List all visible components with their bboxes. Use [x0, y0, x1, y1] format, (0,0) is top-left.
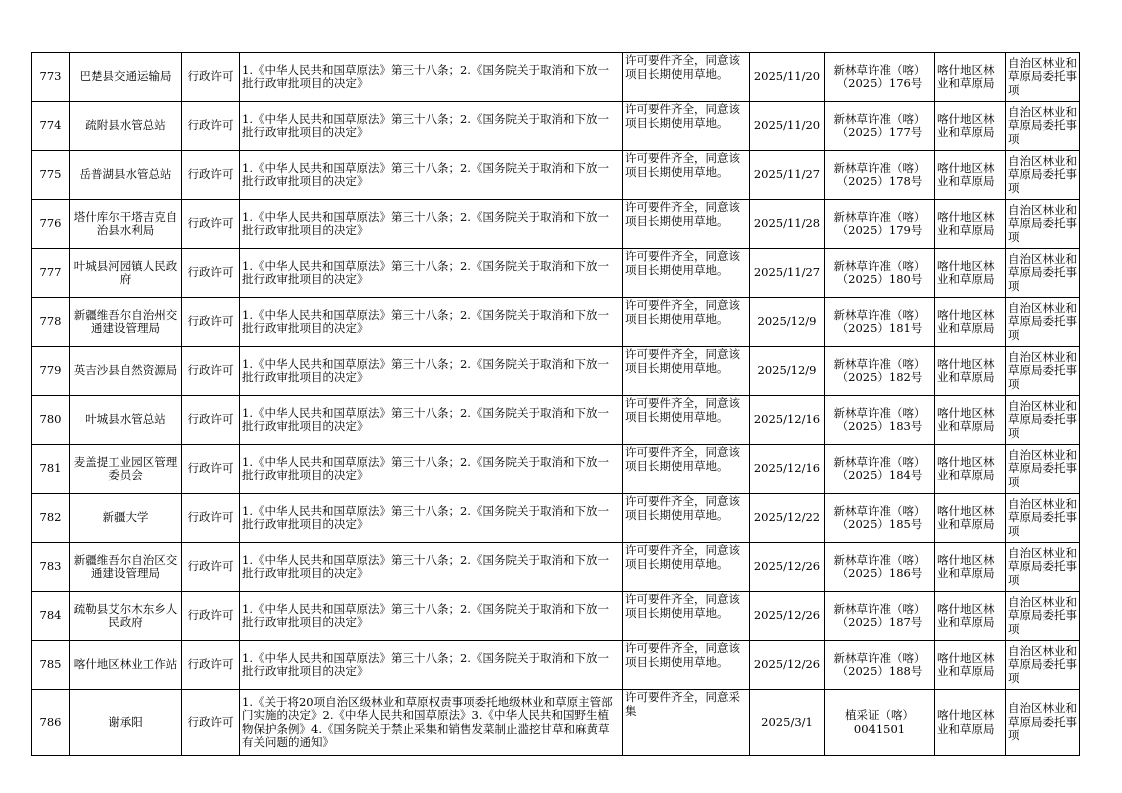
- cell-legal-basis: 1.《关于将20项自治区级林业和草原权责事项委托地级林业和草原主管部门实施的决定》2.《中华人民共和国草原法》3.《中华人民共和国野生植物保护条例》4.《国务院关于禁止采集和销售发菜制止滥挖甘草和麻黄草有关问题的通知》: [240, 690, 623, 756]
- cell-document-number: 新林草许准（喀）（2025）180号: [825, 249, 935, 298]
- cell-applicant: 麦盖提工业园区管理委员会: [70, 445, 182, 494]
- cell-action-type: 行政许可: [182, 151, 240, 200]
- cell-document-number: 新林草许准（喀）（2025）185号: [825, 494, 935, 543]
- cell-authority: 喀什地区林业和草原局: [935, 494, 1006, 543]
- cell-remark: 自治区林业和草原局委托事项: [1006, 249, 1080, 298]
- cell-remark: 自治区林业和草原局委托事项: [1006, 494, 1080, 543]
- cell-applicant: 新疆大学: [70, 494, 182, 543]
- table-row: [32, 102, 1080, 151]
- cell-legal-basis: 1.《中华人民共和国草原法》第三十八条；2.《国务院关于取消和下放一批行政审批项目的决定》: [240, 641, 623, 690]
- cell-number: 775: [32, 151, 70, 200]
- cell-decision: 许可要件齐全，同意该项目长期使用草地。: [623, 249, 750, 298]
- table-row: [32, 592, 1080, 641]
- cell-legal-basis: 1.《中华人民共和国草原法》第三十八条；2.《国务院关于取消和下放一批行政审批项目的决定》: [240, 53, 623, 102]
- cell-applicant: 新疆维吾尔自治区交通建设管理局: [70, 543, 182, 592]
- cell-applicant: 塔什库尔干塔吉克自治县水利局: [70, 200, 182, 249]
- cell-decision: 许可要件齐全，同意该项目长期使用草地。: [623, 592, 750, 641]
- cell-decision: 许可要件齐全，同意该项目长期使用草地。: [623, 298, 750, 347]
- table-row: [32, 249, 1080, 298]
- cell-date: 2025/12/22: [750, 494, 825, 543]
- cell-document-number: 新林草许准（喀）（2025）183号: [825, 396, 935, 445]
- cell-authority: 喀什地区林业和草原局: [935, 592, 1006, 641]
- cell-decision: 许可要件齐全，同意该项目长期使用草地。: [623, 445, 750, 494]
- cell-legal-basis: 1.《中华人民共和国草原法》第三十八条；2.《国务院关于取消和下放一批行政审批项目的决定》: [240, 200, 623, 249]
- cell-number: 777: [32, 249, 70, 298]
- cell-number: 786: [32, 690, 70, 756]
- cell-decision: 许可要件齐全，同意该项目长期使用草地。: [623, 641, 750, 690]
- cell-number: 778: [32, 298, 70, 347]
- table-row: [32, 445, 1080, 494]
- cell-remark: 自治区林业和草原局委托事项: [1006, 298, 1080, 347]
- cell-applicant: 新疆维吾尔自治州交通建设管理局: [70, 298, 182, 347]
- cell-legal-basis: 1.《中华人民共和国草原法》第三十八条；2.《国务院关于取消和下放一批行政审批项目的决定》: [240, 445, 623, 494]
- cell-applicant: 巴楚县交通运输局: [70, 53, 182, 102]
- cell-decision: 许可要件齐全，同意该项目长期使用草地。: [623, 347, 750, 396]
- cell-action-type: 行政许可: [182, 592, 240, 641]
- cell-date: 2025/3/1: [750, 690, 825, 756]
- cell-applicant: 叶城县河园镇人民政府: [70, 249, 182, 298]
- cell-number: 779: [32, 347, 70, 396]
- cell-action-type: 行政许可: [182, 543, 240, 592]
- cell-action-type: 行政许可: [182, 298, 240, 347]
- cell-authority: 喀什地区林业和草原局: [935, 690, 1006, 756]
- cell-applicant: 英吉沙县自然资源局: [70, 347, 182, 396]
- table-row: [32, 396, 1080, 445]
- cell-action-type: 行政许可: [182, 249, 240, 298]
- cell-legal-basis: 1.《中华人民共和国草原法》第三十八条；2.《国务院关于取消和下放一批行政审批项目的决定》: [240, 249, 623, 298]
- cell-date: 2025/12/26: [750, 641, 825, 690]
- cell-remark: 自治区林业和草原局委托事项: [1006, 396, 1080, 445]
- table-row: [32, 494, 1080, 543]
- table-row: [32, 53, 1080, 102]
- cell-authority: 喀什地区林业和草原局: [935, 396, 1006, 445]
- cell-decision: 许可要件齐全，同意采集: [623, 690, 750, 756]
- cell-remark: 自治区林业和草原局委托事项: [1006, 102, 1080, 151]
- cell-legal-basis: 1.《中华人民共和国草原法》第三十八条；2.《国务院关于取消和下放一批行政审批项目的决定》: [240, 543, 623, 592]
- cell-decision: 许可要件齐全，同意该项目长期使用草地。: [623, 494, 750, 543]
- cell-authority: 喀什地区林业和草原局: [935, 102, 1006, 151]
- cell-remark: 自治区林业和草原局委托事项: [1006, 347, 1080, 396]
- cell-decision: 许可要件齐全，同意该项目长期使用草地。: [623, 200, 750, 249]
- cell-document-number: 新林草许准（喀）（2025）177号: [825, 102, 935, 151]
- cell-remark: 自治区林业和草原局委托事项: [1006, 690, 1080, 756]
- cell-authority: 喀什地区林业和草原局: [935, 543, 1006, 592]
- cell-decision: 许可要件齐全，同意该项目长期使用草地。: [623, 543, 750, 592]
- cell-authority: 喀什地区林业和草原局: [935, 641, 1006, 690]
- cell-action-type: 行政许可: [182, 102, 240, 151]
- cell-date: 2025/11/20: [750, 102, 825, 151]
- cell-date: 2025/12/16: [750, 445, 825, 494]
- cell-authority: 喀什地区林业和草原局: [935, 249, 1006, 298]
- cell-remark: 自治区林业和草原局委托事项: [1006, 151, 1080, 200]
- cell-legal-basis: 1.《中华人民共和国草原法》第三十八条；2.《国务院关于取消和下放一批行政审批项目的决定》: [240, 396, 623, 445]
- cell-applicant: 疏附县水管总站: [70, 102, 182, 151]
- cell-action-type: 行政许可: [182, 53, 240, 102]
- cell-number: 782: [32, 494, 70, 543]
- cell-action-type: 行政许可: [182, 396, 240, 445]
- cell-decision: 许可要件齐全，同意该项目长期使用草地。: [623, 53, 750, 102]
- cell-number: 776: [32, 200, 70, 249]
- table-body: [32, 53, 1080, 756]
- cell-number: 774: [32, 102, 70, 151]
- table-row: [32, 543, 1080, 592]
- cell-remark: 自治区林业和草原局委托事项: [1006, 445, 1080, 494]
- cell-document-number: 新林草许准（喀）（2025）179号: [825, 200, 935, 249]
- cell-document-number: 植采证（喀）0041501: [825, 690, 935, 756]
- cell-remark: 自治区林业和草原局委托事项: [1006, 200, 1080, 249]
- cell-decision: 许可要件齐全，同意该项目长期使用草地。: [623, 396, 750, 445]
- cell-authority: 喀什地区林业和草原局: [935, 151, 1006, 200]
- cell-decision: 许可要件齐全，同意该项目长期使用草地。: [623, 151, 750, 200]
- cell-remark: 自治区林业和草原局委托事项: [1006, 641, 1080, 690]
- cell-remark: 自治区林业和草原局委托事项: [1006, 592, 1080, 641]
- cell-action-type: 行政许可: [182, 494, 240, 543]
- cell-applicant: 叶城县水管总站: [70, 396, 182, 445]
- cell-applicant: 喀什地区林业工作站: [70, 641, 182, 690]
- permit-table: [31, 52, 1080, 756]
- cell-action-type: 行政许可: [182, 200, 240, 249]
- cell-applicant: 谢承阳: [70, 690, 182, 756]
- cell-document-number: 新林草许准（喀）（2025）176号: [825, 53, 935, 102]
- cell-number: 781: [32, 445, 70, 494]
- cell-applicant: 岳普湖县水管总站: [70, 151, 182, 200]
- cell-document-number: 新林草许准（喀）（2025）178号: [825, 151, 935, 200]
- cell-legal-basis: 1.《中华人民共和国草原法》第三十八条；2.《国务院关于取消和下放一批行政审批项目的决定》: [240, 151, 623, 200]
- cell-authority: 喀什地区林业和草原局: [935, 53, 1006, 102]
- cell-number: 784: [32, 592, 70, 641]
- cell-applicant: 疏勒县艾尔木东乡人民政府: [70, 592, 182, 641]
- cell-legal-basis: 1.《中华人民共和国草原法》第三十八条；2.《国务院关于取消和下放一批行政审批项目的决定》: [240, 347, 623, 396]
- cell-number: 785: [32, 641, 70, 690]
- table-row: [32, 690, 1080, 756]
- cell-date: 2025/12/9: [750, 347, 825, 396]
- cell-document-number: 新林草许准（喀）（2025）182号: [825, 347, 935, 396]
- cell-authority: 喀什地区林业和草原局: [935, 445, 1006, 494]
- cell-action-type: 行政许可: [182, 641, 240, 690]
- cell-number: 780: [32, 396, 70, 445]
- cell-date: 2025/11/27: [750, 249, 825, 298]
- cell-action-type: 行政许可: [182, 690, 240, 756]
- cell-number: 783: [32, 543, 70, 592]
- cell-document-number: 新林草许准（喀）（2025）184号: [825, 445, 935, 494]
- cell-number: 773: [32, 53, 70, 102]
- cell-date: 2025/11/27: [750, 151, 825, 200]
- cell-document-number: 新林草许准（喀）（2025）188号: [825, 641, 935, 690]
- cell-action-type: 行政许可: [182, 445, 240, 494]
- cell-date: 2025/12/16: [750, 396, 825, 445]
- cell-date: 2025/11/20: [750, 53, 825, 102]
- cell-date: 2025/12/26: [750, 543, 825, 592]
- cell-legal-basis: 1.《中华人民共和国草原法》第三十八条；2.《国务院关于取消和下放一批行政审批项目的决定》: [240, 494, 623, 543]
- cell-document-number: 新林草许准（喀）（2025）181号: [825, 298, 935, 347]
- table-row: [32, 151, 1080, 200]
- table-row: [32, 347, 1080, 396]
- cell-legal-basis: 1.《中华人民共和国草原法》第三十八条；2.《国务院关于取消和下放一批行政审批项目的决定》: [240, 592, 623, 641]
- cell-date: 2025/11/28: [750, 200, 825, 249]
- cell-document-number: 新林草许准（喀）（2025）186号: [825, 543, 935, 592]
- cell-legal-basis: 1.《中华人民共和国草原法》第三十八条；2.《国务院关于取消和下放一批行政审批项目的决定》: [240, 298, 623, 347]
- table-row: [32, 200, 1080, 249]
- cell-decision: 许可要件齐全，同意该项目长期使用草地。: [623, 102, 750, 151]
- cell-remark: 自治区林业和草原局委托事项: [1006, 53, 1080, 102]
- cell-action-type: 行政许可: [182, 347, 240, 396]
- cell-document-number: 新林草许准（喀）（2025）187号: [825, 592, 935, 641]
- cell-legal-basis: 1.《中华人民共和国草原法》第三十八条；2.《国务院关于取消和下放一批行政审批项目的决定》: [240, 102, 623, 151]
- cell-remark: 自治区林业和草原局委托事项: [1006, 543, 1080, 592]
- table-row: [32, 641, 1080, 690]
- cell-authority: 喀什地区林业和草原局: [935, 347, 1006, 396]
- cell-date: 2025/12/9: [750, 298, 825, 347]
- table-row: [32, 298, 1080, 347]
- cell-date: 2025/12/26: [750, 592, 825, 641]
- cell-authority: 喀什地区林业和草原局: [935, 298, 1006, 347]
- cell-authority: 喀什地区林业和草原局: [935, 200, 1006, 249]
